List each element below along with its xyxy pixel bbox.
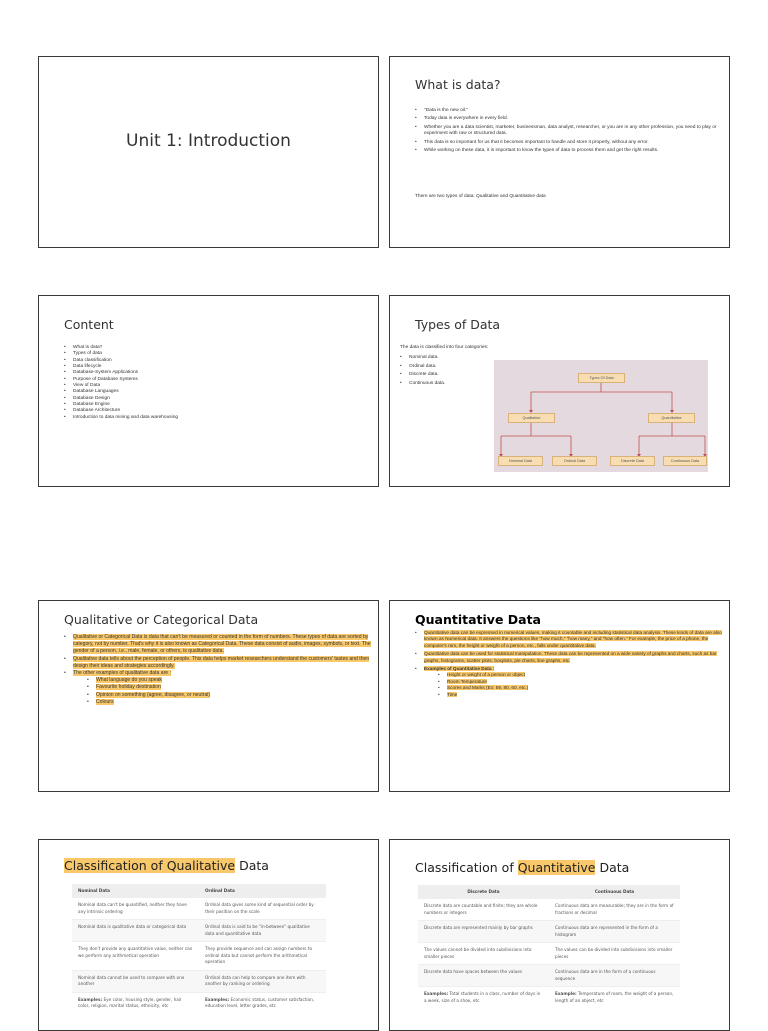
slide-8-title-post: Data: [595, 860, 630, 875]
list-item: • Nominal data.: [400, 354, 445, 363]
slide-8-title-highlight: Quantitative: [517, 860, 596, 875]
quantitative-table: [418, 885, 680, 1008]
table-row: [418, 943, 680, 965]
bullet: [64, 656, 371, 670]
table-cell: [549, 987, 680, 1009]
list-item: • Database Languages: [64, 389, 364, 395]
bullet: • This data is so important for us that it becomes important to handle and store it properly, without any error.: [415, 140, 720, 146]
table-header-row: [418, 885, 680, 899]
table-row: [72, 920, 326, 942]
list-item: • Purpose of Database Systems: [64, 377, 364, 383]
slide-8-title: [415, 860, 629, 875]
examples-text: Economic status, customer satisfaction, education level, letter grades, etc: [205, 996, 315, 1008]
examples-label: Examples:: [205, 996, 230, 1002]
slide-5-bullets: [64, 634, 371, 706]
sub-bullet: [438, 692, 722, 698]
bullet: • Whether you are a data scientist, marketer, businessman, data analyst, researcher, or you are in any other profession, you need to play or experiment with raw or structured data.: [415, 125, 720, 138]
table-row: [72, 970, 326, 992]
table-row: [418, 899, 680, 921]
slide-3-title: Content: [64, 317, 114, 332]
diagram-leaf-continuous: Continuous Data: [663, 456, 707, 466]
bullet-text: Qualitative or Categorical Data is data that can't be measured or counted in the form of numbers. These types of data are sorted by category, not by number. That's why it is also known as Categorical Data. These data consist of audio, images, symbols, or text. The gender of a person, i.e., male, female, or others, is qualitative data.: [73, 634, 371, 655]
sub-bullet-text: Time: [447, 691, 458, 697]
examples-label: Example:: [555, 991, 577, 996]
slide-7-title: [64, 858, 269, 873]
slide-5: [38, 600, 379, 792]
list-item: • Continuous data.: [400, 380, 445, 389]
table-cell: They don't provide any quantitative value, neither can we perform any arithmetical operation: [72, 942, 199, 971]
slide-8: [389, 839, 730, 1031]
table-cell: Discrete data have spaces between the values: [418, 965, 549, 987]
list-item: • Data classification: [64, 358, 364, 364]
examples-label: Examples:: [424, 991, 449, 996]
sub-bullet-text: Height or weight of a person or object: [447, 672, 525, 678]
table-row: [418, 965, 680, 987]
table-header-row: [72, 884, 326, 898]
sub-bullet-text: Opinion on something (agree, disagree, or neutral): [96, 691, 211, 698]
list-item: • Database Architecture: [64, 408, 364, 414]
sub-bullet-text: Colours: [96, 698, 114, 705]
diagram-leaf-nominal: Nominal Data: [498, 456, 543, 466]
slide-2-title: What is data?: [415, 77, 501, 92]
table-cell: Discrete data are represented mainly by bar graphs: [418, 921, 549, 943]
bullet: • While working on these data, it is important to know the types of data to process them and get the right results.: [415, 148, 720, 154]
list-item: • Database-System Applications: [64, 370, 364, 376]
slide-7: [38, 839, 379, 1031]
sub-bullet-text: Scores and Marks (Ex: 59, 80, 60, etc.): [447, 685, 529, 691]
slide-4-intro: The data is classified into four categories:: [400, 345, 489, 350]
column-header: Discrete Data: [418, 885, 549, 899]
slide-5-title: Qualitative or Categorical Data: [64, 612, 259, 627]
column-header: Nominal Data: [72, 884, 199, 898]
slide-4-title: Types of Data: [415, 317, 501, 332]
table-cell: Discrete data are countable and finite; they are whole numbers or integers: [418, 899, 549, 921]
table-row: [418, 987, 680, 1009]
diagram-quantitative-box: Quantitative: [648, 413, 695, 423]
table-cell: [72, 992, 199, 1014]
examples-label: Examples:: [78, 996, 103, 1002]
slide-3: [38, 295, 379, 487]
sub-bullet-text: What language do you speak: [96, 677, 162, 684]
slide-2-footer: There are two types of data: Qualitative and Quantitative data: [415, 194, 546, 199]
column-header: Ordinal Data: [199, 884, 326, 898]
table-cell: Continuous data are measurable; they are in the form of fractions or decimal: [549, 899, 680, 921]
slide-8-title-pre: Classification of: [415, 860, 518, 875]
bullet: [415, 630, 722, 649]
diagram-leaf-ordinal: Ordinal Data: [552, 456, 597, 466]
bullet: • Today data is everywhere in every field.: [415, 116, 720, 122]
list-item: • Database Engine: [64, 402, 364, 408]
slide-1: [38, 56, 379, 248]
bullet-text: Quantitative data can be expressed in numerical values, making it countable and including statistical data analysis. These kinds of data are also known as Numerical data. It answers the questions like "how much," "how many," and "how often." For example, the price of a phone, the computer's ram, the height or weight of a person, etc., falls under quantitative data.: [424, 630, 722, 648]
slide-6: [389, 600, 730, 792]
table-row: [72, 992, 326, 1014]
diagram-leaf-discrete: Discrete Data: [610, 456, 655, 466]
diagram-qualitative-box: Qualitative: [508, 413, 555, 423]
slide-7-title-rest: Data: [235, 858, 269, 873]
diagram-root-box: Types Of Data: [578, 373, 625, 383]
list-item: • Introduction to data mining and data warehousing: [64, 415, 364, 421]
slide-6-bullets: [415, 630, 722, 698]
list-item: • Ordinal data.: [400, 363, 445, 372]
slide-5-examples: [73, 677, 371, 706]
column-header: Continuous Data: [549, 885, 680, 899]
table-cell: Ordinal data is said to be "in-between" qualitative data and quantitative data: [199, 920, 326, 942]
list-item: • Types of data: [64, 351, 364, 357]
slide-3-list: [64, 345, 364, 421]
sub-bullet: [87, 699, 371, 706]
bullet: [415, 651, 722, 664]
bullet: • "Data is the new oil.": [415, 108, 720, 114]
types-of-data-diagram: [494, 360, 708, 472]
sub-bullet: [87, 692, 371, 699]
table-row: [72, 898, 326, 920]
table-cell: Nominal data can't be quantified, neither they have any intrinsic ordering: [72, 898, 199, 920]
sub-bullet: [87, 677, 371, 684]
list-item: • View of Data: [64, 383, 364, 389]
table-cell: [418, 987, 549, 1009]
table-cell: The values can be divided into subdivisions into smaller pieces: [549, 943, 680, 965]
examples-text: Total students in a class, number of days in a week, size of a shoe, etc: [424, 991, 541, 1003]
table-cell: Ordinal data gives some kind of sequential order by their position on the scale: [199, 898, 326, 920]
table-cell: The values cannot be divided into subdivisions into smaller pieces: [418, 943, 549, 965]
examples-text: Temperature of room, the weight of a person, length of an object, etc: [555, 991, 674, 1003]
sub-bullet-text: Room Temperature: [447, 678, 488, 684]
slide-4-list: [400, 354, 445, 388]
bullet-text: The other examples of qualitative data are :: [73, 670, 171, 677]
sub-bullet-text: Favourite holiday destination: [96, 684, 161, 691]
table-cell: They provide sequence and can assign numbers to ordinal data but cannot perform the arithmetical operation: [199, 942, 326, 971]
bullet-text: Quantitative data can be used for statistical manipulation. These data can be represented on a wide variety of graphs and charts, such as bar graphs, histograms, scatter plots, boxplots, pie charts, line graphs, etc.: [424, 651, 717, 663]
qualitative-table: [72, 884, 326, 1014]
table-cell: Nominal data is qualitative data or categorical data: [72, 920, 199, 942]
table-cell: Ordinal data can help to compare one item with another by ranking or ordering: [199, 970, 326, 992]
list-item: • Database Design: [64, 396, 364, 402]
examples-text: Eye color, housing style, gender, hair color, religion, marital status, ethnicity, etc: [78, 996, 182, 1008]
list-item: • What is data?: [64, 345, 364, 351]
bullet-text: Examples of Quantitative Data :: [424, 666, 495, 672]
sub-bullet: [87, 684, 371, 691]
slide-4: [389, 295, 730, 487]
bullet-text: Qualitative data tells about the perception of people. This data helps market researchers understand the customers' tastes and then design their ideas and strategies accordingly.: [73, 655, 370, 669]
table-cell: Continuous data are in the form of a continuous sequence: [549, 965, 680, 987]
bullet: [64, 634, 371, 656]
slide-2-bullets: [415, 108, 720, 156]
table-cell: [199, 992, 326, 1014]
slide-2: [389, 56, 730, 248]
bullet: [64, 670, 371, 706]
list-item: • Discrete data.: [400, 371, 445, 380]
table-cell: Nominal data cannot be used to compare with one another: [72, 970, 199, 992]
table-cell: Continuous data are represented in the form of a histogram: [549, 921, 680, 943]
slide-1-title: Unit 1: Introduction: [126, 131, 291, 151]
table-row: [72, 942, 326, 971]
bullet: [415, 666, 722, 698]
table-row: [418, 921, 680, 943]
slide-7-title-highlight: Classification of Qualitative: [64, 858, 236, 873]
slide-6-examples: [424, 672, 722, 698]
slide-6-title: Quantitative Data: [415, 612, 541, 627]
list-item: • Data lifecycle: [64, 364, 364, 370]
